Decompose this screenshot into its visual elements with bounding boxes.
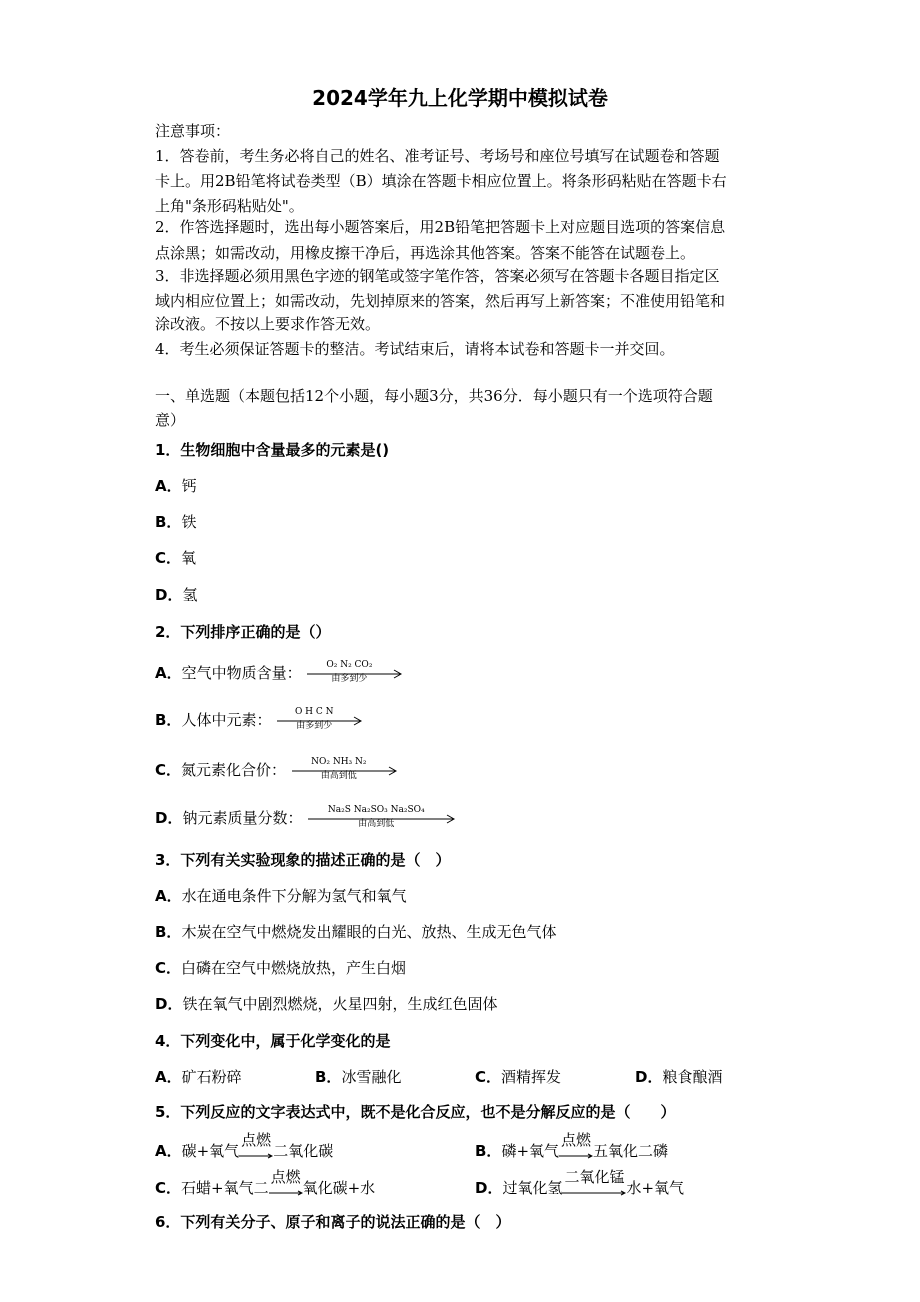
- notice-heading: 注意事项：: [155, 122, 231, 140]
- section-heading: 一、单选题（本题包括12个小题，每小题3分，共36分．每小题只有一个选项符合题: [155, 387, 713, 405]
- reaction-condition: 点燃: [239, 1139, 273, 1161]
- reaction-arrow-icon: [562, 1190, 626, 1196]
- q3-option-c[interactable]: C．白磷在空气中燃烧放热，产生白烟: [155, 959, 407, 977]
- notice-line: 3．非选择题必须用黑色字迹的钢笔或签字笔作答，答案必须写在答题卡各题目指定区: [155, 267, 720, 285]
- q2-option-b[interactable]: B．人体中元素： O H C N 由多到少: [155, 710, 364, 732]
- question-3-stem: 3．下列有关实验现象的描述正确的是（ ）: [155, 851, 451, 869]
- q2-option-a[interactable]: A．空气中物质含量： O₂ N₂ CO₂ 由多到少: [155, 663, 404, 685]
- page-title: 2024学年九上化学期中模拟试卷: [312, 86, 608, 110]
- reaction-arrow-icon: [269, 1190, 303, 1196]
- q3-option-b[interactable]: B．木炭在空气中燃烧发出耀眼的白光、放热、生成无色气体: [155, 923, 557, 941]
- q1-option-d[interactable]: D．氢: [155, 586, 198, 604]
- notice-line: 涂改液。不按以上要求作答无效。: [155, 315, 381, 333]
- order-arrow: NO₂ NH₃ N₂ 由高到低: [291, 760, 399, 782]
- q5-option-c[interactable]: C．石蜡+氧气二 点燃 氧化碳+水: [155, 1168, 376, 1197]
- q1-option-b[interactable]: B．铁: [155, 513, 197, 531]
- q2-option-d[interactable]: D．钠元素质量分数： Na₂S Na₂SO₃ Na₂SO₄ 由高到低: [155, 808, 457, 830]
- question-6-stem: 6．下列有关分子、原子和离子的说法正确的是（ ）: [155, 1213, 511, 1231]
- reaction-arrow-icon: [559, 1153, 593, 1159]
- question-1-stem: 1．生物细胞中含量最多的元素是(): [155, 441, 390, 459]
- notice-line: 域内相应位置上；如需改动，先划掉原来的答案，然后再写上新答案；不准使用铅笔和: [155, 292, 726, 310]
- notice-line: 4．考生必须保证答题卡的整洁。考试结束后，请将本试卷和答题卡一并交回。: [155, 340, 675, 358]
- q5-option-a[interactable]: A．碳+氧气 点燃 二氧化碳: [155, 1131, 334, 1160]
- notice-line: 上角"条形码粘贴处"。: [155, 197, 304, 215]
- q1-option-c[interactable]: C．氧: [155, 549, 197, 567]
- q4-option-d[interactable]: D．粮食酿酒: [635, 1068, 723, 1086]
- reaction-arrow-icon: [239, 1153, 273, 1159]
- q3-option-a[interactable]: A．水在通电条件下分解为氢气和氧气: [155, 887, 407, 905]
- notice-line: 1．答卷前，考生务必将自己的姓名、准考证号、考场号和座位号填写在试题卷和答题: [155, 147, 720, 165]
- q5-option-d[interactable]: D．过氧化氢 二氧化锰 水+氧气: [475, 1168, 685, 1197]
- q4-option-c[interactable]: C．酒精挥发: [475, 1068, 562, 1086]
- reaction-condition: 点燃: [559, 1139, 593, 1161]
- notice-line: 点涂黑；如需改动，用橡皮擦干净后，再选涂其他答案。答案不能答在试题卷上。: [155, 244, 696, 262]
- question-2-stem: 2．下列排序正确的是（）: [155, 623, 331, 641]
- q4-option-a[interactable]: A．矿石粉碎: [155, 1068, 242, 1086]
- order-arrow: Na₂S Na₂SO₃ Na₂SO₄ 由高到低: [307, 808, 457, 830]
- q1-option-a[interactable]: A．钙: [155, 477, 197, 495]
- q3-option-d[interactable]: D．铁在氧气中剧烈燃烧，火星四射，生成红色固体: [155, 995, 498, 1013]
- reaction-condition: 二氧化锰: [562, 1176, 626, 1198]
- order-arrow: O H C N 由多到少: [276, 710, 364, 732]
- q4-option-b[interactable]: B．冰雪融化: [315, 1068, 402, 1086]
- q2-option-c[interactable]: C．氮元素化合价： NO₂ NH₃ N₂ 由高到低: [155, 760, 399, 782]
- question-4-stem: 4．下列变化中，属于化学变化的是: [155, 1032, 391, 1050]
- notice-line: 2．作答选择题时，选出每小题答案后，用2B铅笔把答题卡上对应题目选项的答案信息: [155, 218, 726, 236]
- notice-line: 卡上。用2B铅笔将试卷类型（B）填涂在答题卡相应位置上。将条形码粘贴在答题卡右: [155, 172, 727, 190]
- question-5-stem: 5．下列反应的文字表达式中，既不是化合反应，也不是分解反应的是（ ）: [155, 1103, 676, 1121]
- order-arrow: O₂ N₂ CO₂ 由多到少: [306, 663, 404, 685]
- reaction-condition: 点燃: [269, 1176, 303, 1198]
- q5-option-b[interactable]: B．磷+氧气 点燃 五氧化二磷: [475, 1131, 669, 1160]
- section-heading-cont: 意）: [155, 411, 186, 429]
